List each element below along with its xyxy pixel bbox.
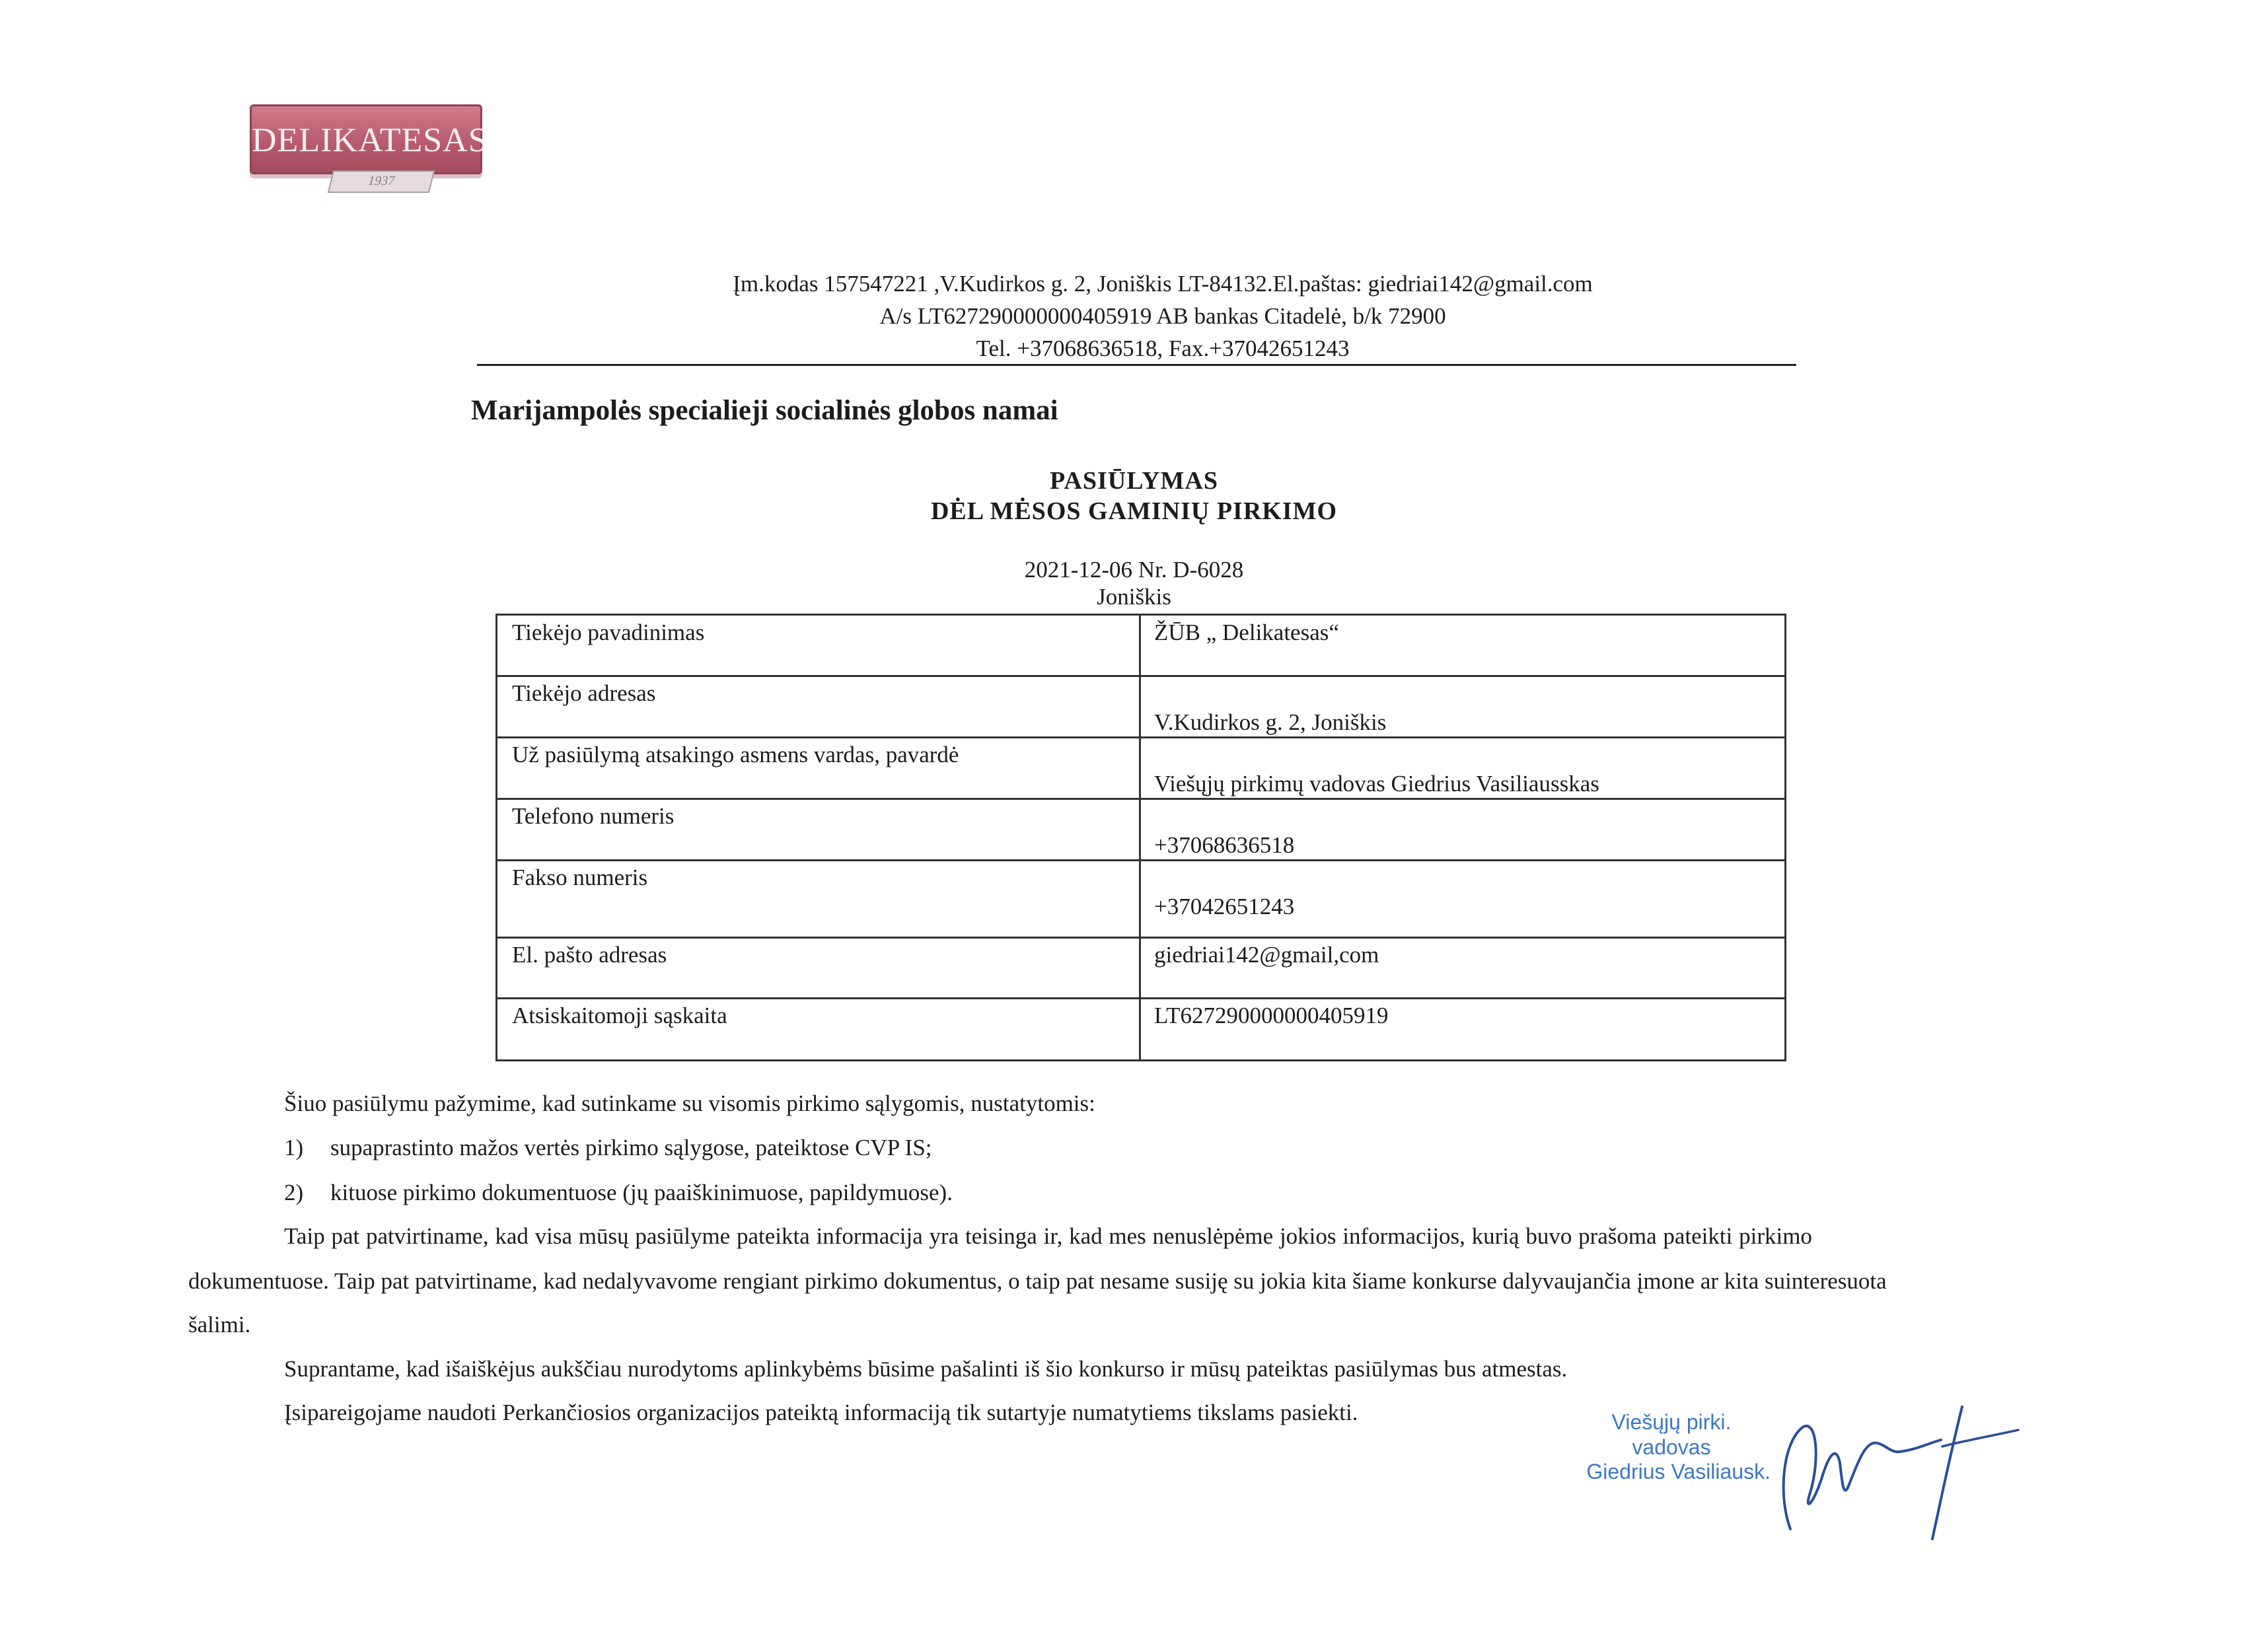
table-value-bank-account: LT627290000000405919 bbox=[1154, 1003, 1389, 1028]
document-date-number: 2021-12-06 Nr. D-6028 bbox=[1024, 557, 1244, 583]
table-label-phone: Telefono numeris bbox=[512, 803, 675, 829]
table-label-email: El. pašto adresas bbox=[512, 942, 667, 968]
table-column-divider bbox=[1139, 616, 1141, 1059]
table-value-supplier-address: V.Kudirkos g. 2, Joniškis bbox=[1154, 709, 1387, 735]
list-item-2-number: 2) bbox=[284, 1180, 304, 1205]
table-value-supplier-name: ŽŪB „ Delikatesas“ bbox=[1154, 620, 1339, 645]
table-row-divider bbox=[497, 798, 1784, 800]
document-place: Joniškis bbox=[1097, 584, 1171, 610]
table-label-responsible-person: Už pasiūlymą atsakingo asmens vardas, pavardė bbox=[512, 742, 959, 767]
handwritten-signature bbox=[1764, 1400, 2022, 1546]
letterhead-divider bbox=[477, 364, 1796, 366]
company-logo bbox=[250, 104, 488, 174]
list-item-2: kituose pirkimo dokumentuose (jų paaiškinimuose, papildymuose). bbox=[330, 1180, 953, 1205]
document-subtitle: DĖL MĖSOS GAMINIŲ PIRKIMO bbox=[930, 497, 1338, 525]
table-label-fax: Fakso numeris bbox=[512, 865, 648, 890]
table-row-divider bbox=[497, 997, 1784, 999]
list-item-1-number: 1) bbox=[284, 1135, 304, 1160]
letterhead-line-3: Tel. +37068636518, Fax.+37042651243 bbox=[976, 336, 1350, 361]
list-item-1: supaprastinto mažos vertės pirkimo sąlygose, pateiktose CVP IS; bbox=[330, 1135, 932, 1160]
paragraph-1-line-2: dokumentuose. Taip pat patvirtiname, kad nedalyvavome rengiant pirkimo dokumentus, o taip pat nesame susiję su jokia kita šiame konkurse dalyvaujančia įmone ar kita suinteresuota bbox=[188, 1268, 1887, 1294]
stamp-line-3: Giedrius Vasiliausk. bbox=[1586, 1460, 1771, 1483]
table-row-divider bbox=[497, 736, 1784, 738]
table-value-phone: +37068636518 bbox=[1154, 832, 1295, 858]
table-value-fax: +37042651243 bbox=[1154, 894, 1295, 919]
table-label-supplier-name: Tiekėjo pavadinimas bbox=[512, 620, 705, 645]
logo-brand-text: DELIKATESAS bbox=[252, 122, 488, 159]
table-label-bank-account: Atsiskaitomoji sąskaita bbox=[512, 1003, 727, 1028]
stamp-line-2: vadovas bbox=[1632, 1435, 1711, 1459]
table-value-email: giedriai142@gmail,com bbox=[1154, 942, 1379, 968]
paragraph-1-line-3: šalimi. bbox=[188, 1312, 251, 1337]
paragraph-2: Suprantame, kad išaiškėjus aukščiau nurodytoms aplinkybėms būsime pašalinti iš šio konkurso ir mūsų pateiktas pasiūlymas bus atmestas. bbox=[284, 1356, 1568, 1382]
table-row-divider bbox=[497, 859, 1784, 861]
table-row-divider bbox=[497, 675, 1784, 677]
recipient-name: Marijampolės specialieji socialinės globos namai bbox=[471, 395, 1058, 426]
table-row-divider bbox=[497, 937, 1784, 939]
table-value-responsible-person: Viešųjų pirkimų vadovas Giedrius Vasiliausskas bbox=[1154, 771, 1599, 797]
letterhead-line-1: Įm.kodas 157547221 ,V.Kudirkos g. 2, Joniškis LT-84132.El.paštas: giedriai142@gmail.com bbox=[733, 271, 1593, 297]
table-label-supplier-address: Tiekėjo adresas bbox=[512, 680, 656, 706]
paragraph-3: Įsipareigojame naudoti Perkančiosios organizacijos pateiktą informaciją tik sutartyje numatytiems tikslams pasiekti. bbox=[284, 1400, 1358, 1425]
paragraph-1-line-1: Taip pat patvirtiname, kad visa mūsų pasiūlyme pateikta informacija yra teisinga ir, kad mes nenuslėpėme jokios informacijos, kurią buvo prašoma pateikti pirkimo bbox=[284, 1223, 1812, 1249]
body-intro: Šiuo pasiūlymu pažymime, kad sutinkame su visomis pirkimo sąlygomis, nustatytomis: bbox=[284, 1090, 1095, 1116]
logo-year-ribbon: 1937 bbox=[328, 170, 435, 193]
stamp-line-1: Viešųjų pirki. bbox=[1611, 1410, 1732, 1434]
document-title: PASIŪLYMAS bbox=[1050, 467, 1218, 495]
letterhead-line-2: A/s LT627290000000405919 AB bankas Citadelė, b/k 72900 bbox=[879, 303, 1446, 329]
supplier-info-table bbox=[495, 614, 1786, 1061]
